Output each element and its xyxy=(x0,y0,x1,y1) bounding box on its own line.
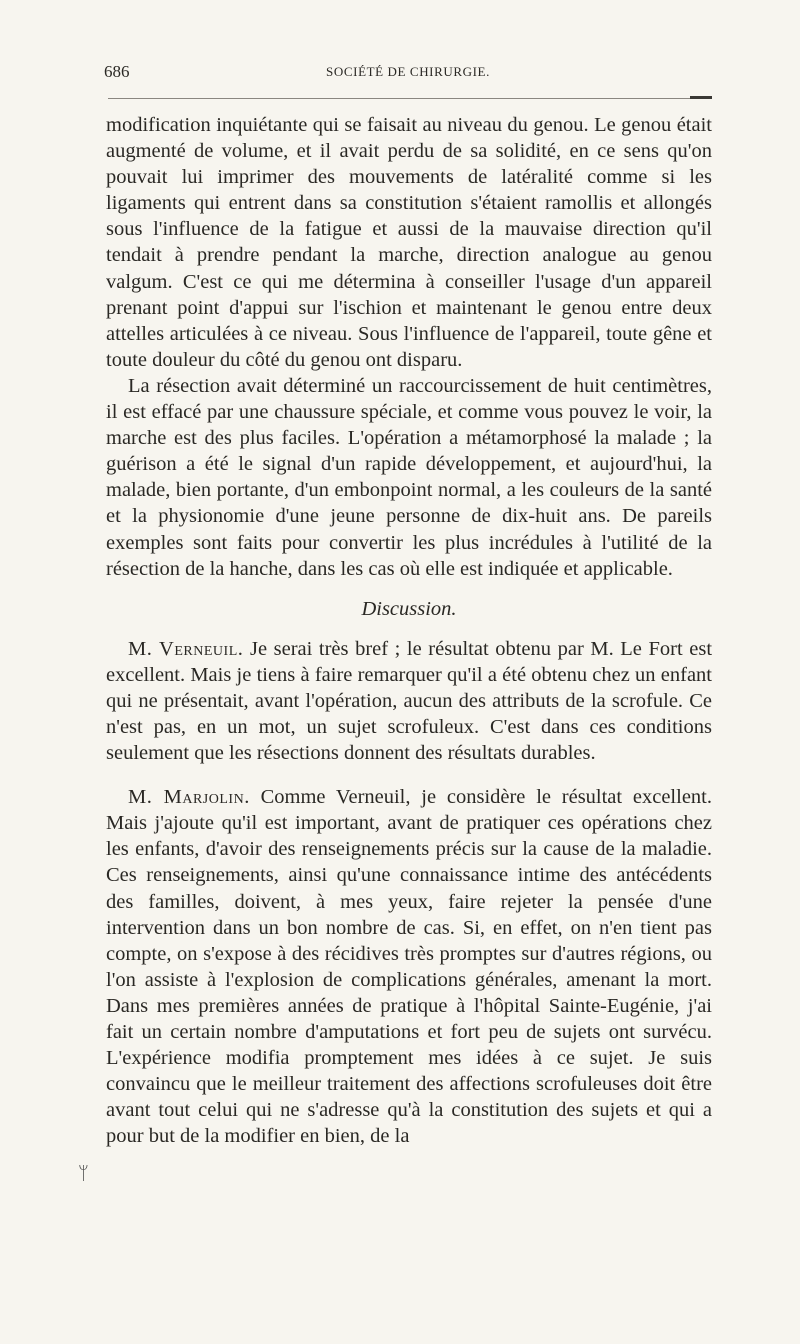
paragraph-continued: modification inquiétante qui se faisait au niveau du genou. Le genou était augmenté de volume, et il avait perdu de sa solidité, en ce sens qu'on pouvait lui imprimer des mouvements de latéralité comme si les ligaments qui entrent dans sa constitution s'étaient ramollis et allongés sous l'influence de la fatigue et aussi de la mauvaise direction qu'il tendait à prendre pendant la marche, direction analogue au genou valgum. C'est ce qui me détermina à conseiller l'usage d'un appareil prenant point d'appui sur l'ischion et maintenant le genou entre deux attelles articulées à ce niveau. Sous l'influence de l'appareil, toute gêne et toute douleur du côté du genou ont disparu. xyxy=(106,114,712,371)
speaker-verneuil: M. Verneuil. xyxy=(128,637,244,660)
running-head xyxy=(104,62,712,86)
body-text xyxy=(106,112,712,1149)
header-rule xyxy=(108,98,712,99)
paragraph-resection: La résection avait déterminé un raccourcissement de huit centimètres, il est effacé par une chaussure spéciale, et comme vous pouvez le voir, la marche est des plus faciles. L'opération a métamorphosé la malade ; la guérison a été le signal d'un rapide développement, et aujourd'hui, la malade, bien portante, d'un embonpoint normal, a les couleurs de la santé et la physionomie d'une jeune personne de dix-huit ans. De pareils exemples sont faits pour convertir les plus incrédules à l'utilité de la résection de la hanche, dans les cas où elle est indiquée et applicable. xyxy=(106,374,712,580)
margin-annotation: ᛘ xyxy=(78,1163,89,1183)
header-rule-mark xyxy=(690,96,712,99)
speaker-marjolin: M. Marjolin. xyxy=(128,786,250,809)
paragraph-gap xyxy=(106,766,712,784)
paragraph-marjolin xyxy=(106,784,712,1149)
verneuil-remarks: Je serai très bref ; le résultat obtenu par M. Le Fort est excellent. Mais je tiens à faire remarquer qu'il a été obtenu chez un enfant qui ne présentait, avant l'opération, aucun des attributs de la scrofule. Ce n'est pas, en un mot, un sujet scrofuleux. C'est dans ces conditions seulement que les résections donnent des résultats durables. xyxy=(106,637,713,765)
marjolin-remarks: Comme Verneuil, je considère le résultat excellent. Mais j'ajoute qu'il est important, avant de pratiquer ces opérations chez les enfants, d'avoir des renseignements précis sur la cause de la maladie. Ces renseignements, ainsi qu'une connaissance intime des antécédents des familles, doivent, à mes yeux, faire rejeter la pensée d'une intervention dans un bon nombre de cas. Si, en effet, on n'en tient pas compte, on s'expose à des récidives très promptes sur d'autres régions, ou l'on assiste à l'explosion de complications générales, amenant la mort. Dans mes premières années de pratique à l'hôpital Sainte-Eugénie, j'ai fait un certain nombre d'amputations et fort peu de sujets ont survécu. L'expérience modifia promptement mes idées à ce sujet. Je suis convaincu que le meilleur traitement des affections scrofuleuses doit être avant tout celui qui ne s'adresse qu'à la constitution des sujets et qui a pour but de la modifier en bien, de la xyxy=(106,786,712,1148)
section-heading-discussion: Discussion. xyxy=(361,597,457,620)
page-number: 686 xyxy=(104,62,130,81)
paragraph-verneuil xyxy=(106,636,712,766)
journal-title: SOCIÉTÉ DE CHIRURGIE. xyxy=(326,64,490,79)
